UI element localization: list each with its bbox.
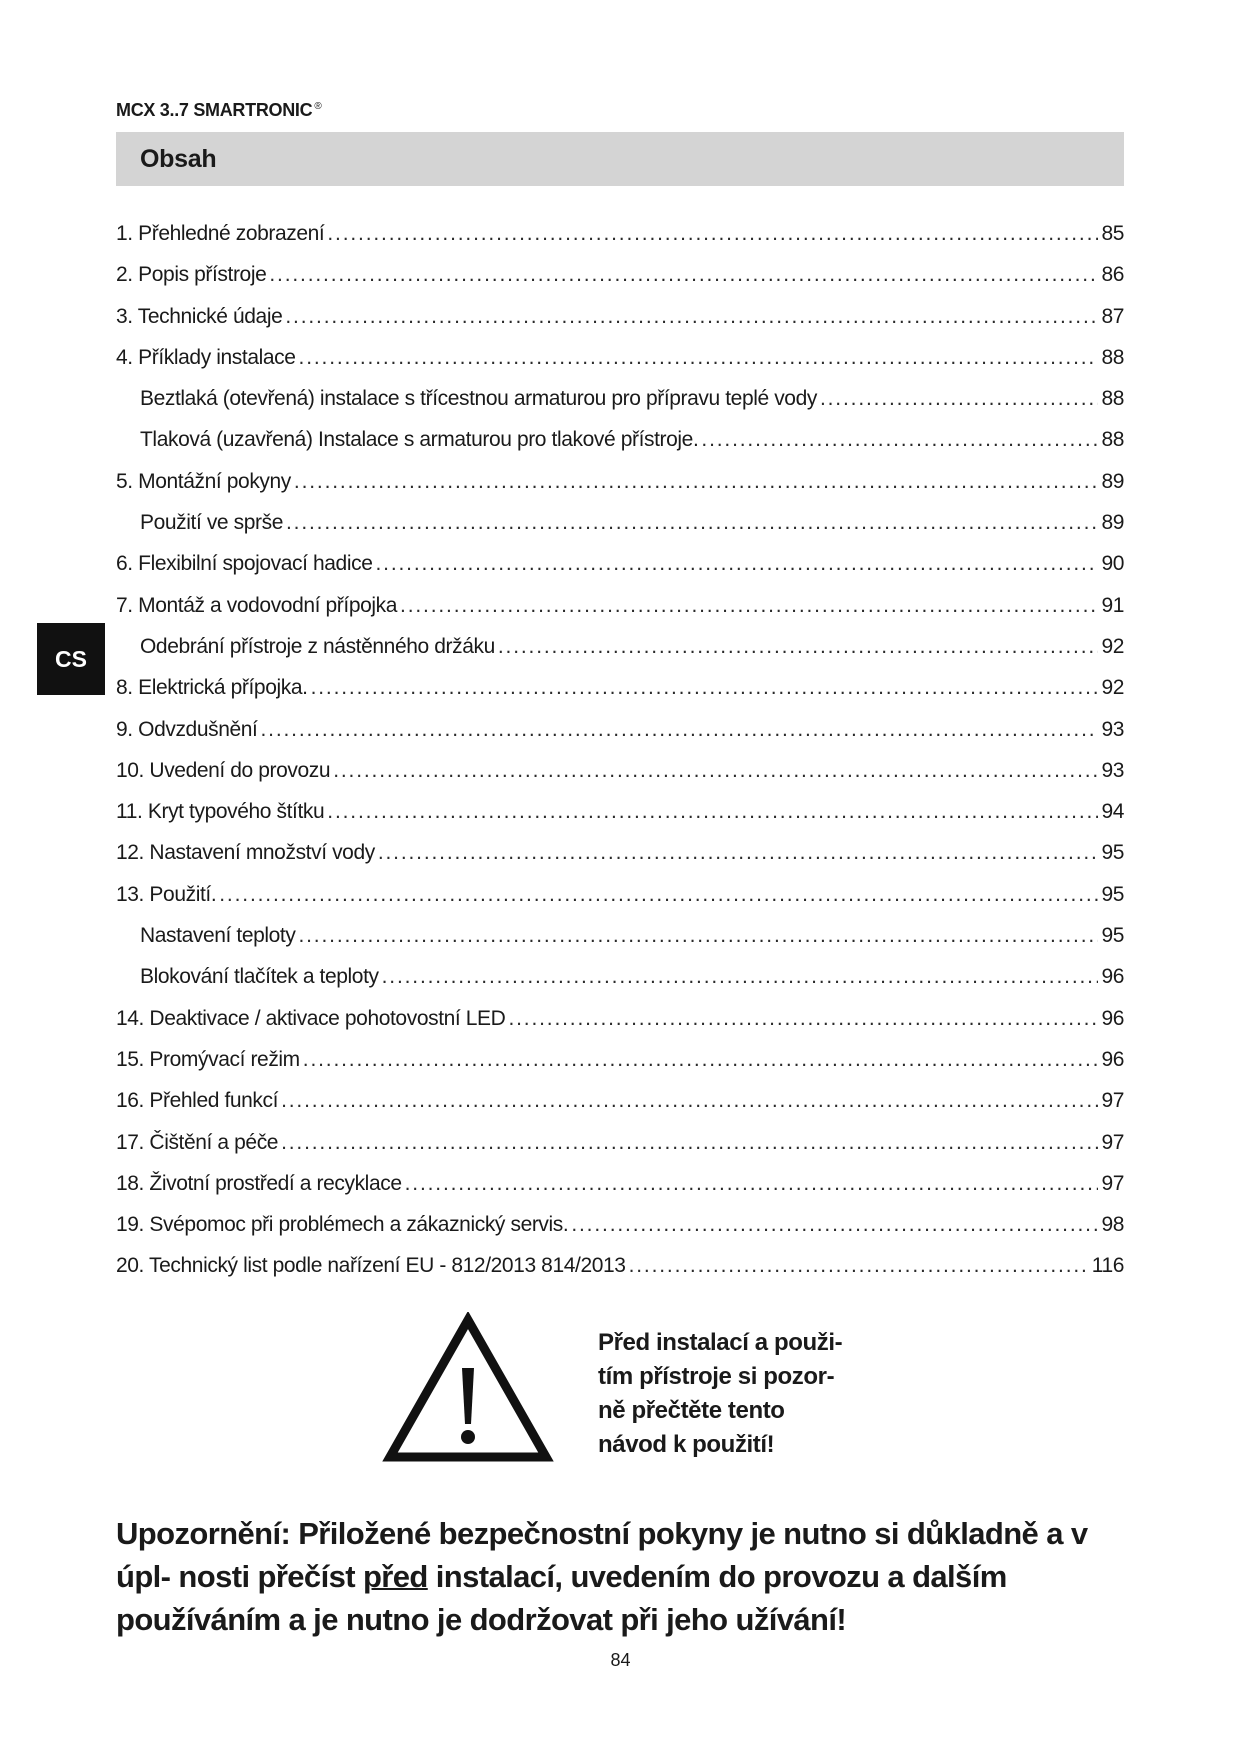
toc-entry-page: 97 xyxy=(1101,1171,1124,1195)
warning-line: návod k použití! xyxy=(598,1431,775,1458)
toc-dot-leader xyxy=(281,1131,1098,1155)
toc-entry-title: Tlaková (uzavřená) Instalace s armaturou pro tlakové přístroje. xyxy=(140,428,699,452)
toc-dot-leader xyxy=(382,965,1099,989)
toc-entry-title: Beztlaká (otevřená) instalace s třícestnou armaturou pro přípravu teplé vody xyxy=(140,387,817,411)
toc-entry xyxy=(116,470,1124,511)
toc-entry-title: 9. Odvzdušnění xyxy=(116,717,258,741)
toc-dot-leader xyxy=(498,635,1099,659)
safety-notice xyxy=(116,1512,1126,1641)
toc-entry-title: Blokování tlačítek a teploty xyxy=(140,965,379,989)
toc-entry xyxy=(116,965,1124,1006)
toc-entry xyxy=(116,387,1124,428)
toc-entry-page: 88 xyxy=(1101,428,1124,452)
toc-dot-leader xyxy=(327,800,1098,824)
toc-entry-title: 17. Čištění a péče xyxy=(116,1130,279,1154)
toc-entry xyxy=(116,346,1124,387)
toc-dot-leader xyxy=(261,718,1099,742)
toc-entry xyxy=(116,1213,1124,1254)
toc-dot-leader xyxy=(405,1172,1099,1196)
toc-dot-leader xyxy=(219,883,1098,907)
warning-line: tím přístroje si pozor- xyxy=(598,1363,835,1390)
toc-entry xyxy=(116,305,1124,346)
product-name: MCX 3..7 SMARTRONIC xyxy=(116,100,313,120)
toc-dot-leader xyxy=(820,387,1098,411)
toc-entry-page: 91 xyxy=(1101,593,1124,617)
toc-entry xyxy=(116,1089,1124,1130)
toc-dot-leader xyxy=(311,676,1099,700)
toc-entry-page: 96 xyxy=(1101,1006,1124,1030)
toc-entry-page: 88 xyxy=(1101,387,1124,411)
toc-entry-page: 97 xyxy=(1101,1089,1124,1113)
toc-entry xyxy=(116,511,1124,552)
toc-entry-title: 10. Uvedení do provozu xyxy=(116,758,331,782)
warning-text xyxy=(598,1326,868,1462)
toc-entry xyxy=(116,1007,1124,1048)
toc-entry-title: 16. Přehled funkcí xyxy=(116,1089,279,1113)
toc-entry-title: 1. Přehledné zobrazení xyxy=(116,222,325,245)
toc-dot-leader xyxy=(375,552,1098,576)
toc-entry-page: 95 xyxy=(1101,841,1124,865)
toc-entry-title: 13. Použití. xyxy=(116,882,217,906)
toc-entry xyxy=(116,759,1124,800)
toc-entry-title: 11. Kryt typového štítku xyxy=(116,800,325,824)
toc-entry-page: 87 xyxy=(1101,304,1124,328)
toc-entry xyxy=(116,263,1124,304)
toc-entry-page: 89 xyxy=(1101,469,1124,493)
warning-triangle-icon xyxy=(382,1312,554,1464)
language-tab-label: CS xyxy=(55,645,87,672)
notice-text-before: Upozornění: Přiložené bezpečnostní pokyny je nutno si důkladně a v úpl- nosti přečíst xyxy=(116,1516,1088,1594)
language-tab xyxy=(37,623,105,695)
toc-entry-title: 18. Životní prostředí a recyklace xyxy=(116,1171,402,1195)
toc-entry xyxy=(116,428,1124,469)
toc-entry-title: 12. Nastavení množství vody xyxy=(116,841,375,865)
toc-entry-page: 94 xyxy=(1101,800,1124,824)
toc-dot-leader xyxy=(508,1007,1098,1031)
toc-entry-page: 89 xyxy=(1101,511,1124,535)
table-of-contents xyxy=(116,222,1124,1296)
toc-entry-page: 92 xyxy=(1101,634,1124,658)
warning-line: Před instalací a použi- xyxy=(598,1329,843,1356)
toc-dot-leader xyxy=(281,1089,1098,1113)
notice-text-after: instalací, uvedením do provozu a dalším používáním a je nutno je dodržovat při jeho užívání! xyxy=(116,1559,1007,1637)
toc-entry-title: 2. Popis přístroje xyxy=(116,263,267,287)
toc-dot-leader xyxy=(333,759,1098,783)
toc-entry xyxy=(116,924,1124,965)
toc-entry xyxy=(116,635,1124,676)
toc-entry-page: 98 xyxy=(1101,1213,1124,1237)
section-title: Obsah xyxy=(140,145,217,173)
toc-entry xyxy=(116,718,1124,759)
toc-dot-leader xyxy=(571,1213,1098,1237)
toc-entry-title: 3. Technické údaje xyxy=(116,304,283,328)
toc-entry-page: 95 xyxy=(1101,882,1124,906)
notice-underlined-word: před xyxy=(362,1559,428,1594)
toc-entry-page: 86 xyxy=(1101,263,1124,287)
toc-entry-title: 8. Elektrická přípojka. xyxy=(116,676,308,700)
section-heading-bar xyxy=(116,132,1124,186)
document-header xyxy=(116,100,321,121)
toc-entry-page: 93 xyxy=(1101,758,1124,782)
toc-entry xyxy=(116,1172,1124,1213)
toc-entry xyxy=(116,552,1124,593)
toc-entry xyxy=(116,1131,1124,1172)
toc-entry-title: Nastavení teploty xyxy=(140,924,296,948)
toc-entry-title: 14. Deaktivace / aktivace pohotovostní LED xyxy=(116,1006,506,1030)
toc-entry-page: 96 xyxy=(1101,1047,1124,1071)
registered-mark: ® xyxy=(314,101,322,112)
toc-dot-leader xyxy=(299,346,1099,370)
toc-entry-title: Odebrání přístroje z nástěnného držáku xyxy=(140,634,495,658)
toc-entry-page: 85 xyxy=(1101,222,1124,245)
toc-entry-title: Použití ve sprše xyxy=(140,511,283,535)
toc-dot-leader xyxy=(285,305,1098,329)
toc-entry-page: 93 xyxy=(1101,717,1124,741)
toc-dot-leader xyxy=(294,470,1099,494)
page-number: 84 xyxy=(610,1650,631,1670)
toc-entry-page: 96 xyxy=(1101,965,1124,989)
toc-entry-title: 4. Příklady instalace xyxy=(116,345,296,369)
toc-dot-leader xyxy=(378,841,1099,865)
toc-entry-title: 6. Flexibilní spojovací hadice xyxy=(116,552,373,576)
toc-entry xyxy=(116,594,1124,635)
toc-entry-page: 95 xyxy=(1101,924,1124,948)
toc-entry-page: 92 xyxy=(1101,676,1124,700)
toc-entry xyxy=(116,841,1124,882)
toc-dot-leader xyxy=(629,1254,1089,1278)
toc-entry-page: 116 xyxy=(1091,1254,1124,1278)
toc-dot-leader xyxy=(286,511,1098,535)
toc-entry xyxy=(116,676,1124,717)
toc-dot-leader xyxy=(327,222,1098,246)
warning-line: ně přečtěte tento xyxy=(598,1397,785,1424)
toc-entry-title: 7. Montáž a vodovodní přípojka xyxy=(116,593,398,617)
toc-entry-page: 97 xyxy=(1101,1130,1124,1154)
toc-entry xyxy=(116,1254,1124,1295)
toc-entry-title: 19. Svépomoc při problémech a zákaznický servis. xyxy=(116,1213,569,1237)
toc-entry-page: 88 xyxy=(1101,345,1124,369)
toc-dot-leader xyxy=(701,428,1098,452)
toc-entry xyxy=(116,1048,1124,1089)
toc-entry xyxy=(116,800,1124,841)
toc-entry xyxy=(116,222,1124,263)
toc-entry-title: 5. Montážní pokyny xyxy=(116,469,291,493)
toc-entry-title: 15. Promývací režim xyxy=(116,1047,300,1071)
toc-dot-leader xyxy=(298,924,1098,948)
toc-entry xyxy=(116,883,1124,924)
toc-entry-title: 20. Technický list podle nařízení EU - 812/2013 814/2013 xyxy=(116,1254,626,1278)
toc-dot-leader xyxy=(303,1048,1099,1072)
toc-dot-leader xyxy=(400,594,1098,618)
toc-entry-page: 90 xyxy=(1101,552,1124,576)
toc-dot-leader xyxy=(269,263,1098,287)
